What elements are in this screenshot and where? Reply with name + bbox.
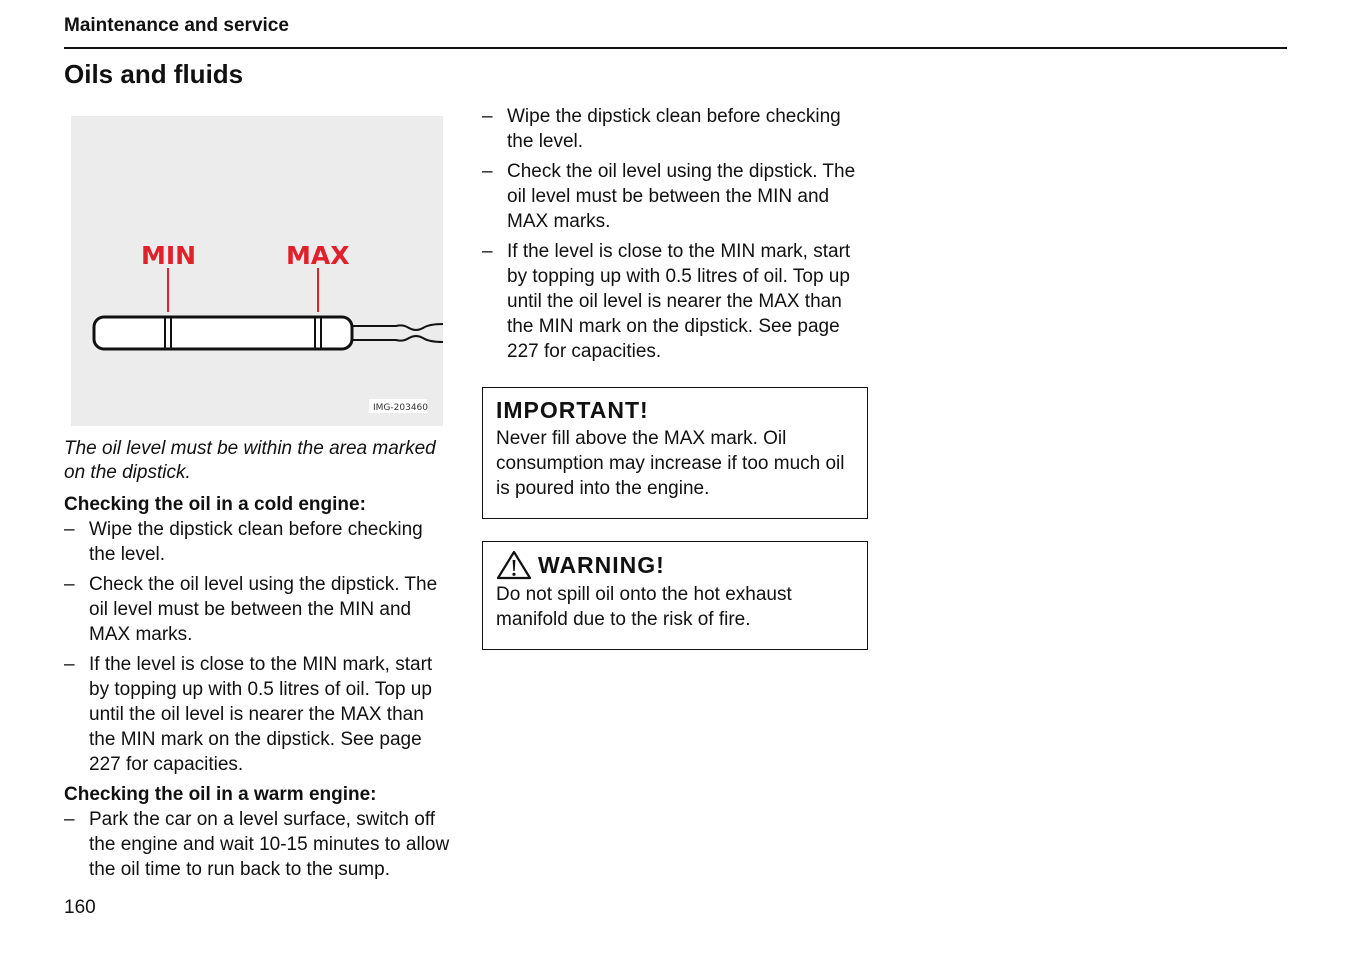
list-item: – If the level is close to the MIN mark, start by topping up with 0.5 litres of oil. Top up until the oil level is nearer the MAX than the MIN mark on the dipstick. See page 227 for capacities. xyxy=(482,239,872,364)
warning-triangle-icon xyxy=(496,550,532,580)
max-label: MAX xyxy=(286,241,350,270)
page-title: Oils and fluids xyxy=(64,59,244,89)
list-item: – Wipe the dipstick clean before checking the level. xyxy=(64,517,454,567)
dipstick-shape xyxy=(94,317,443,349)
cold-engine-steps xyxy=(64,517,454,777)
min-label: MIN xyxy=(141,241,197,270)
warm-engine-steps-part1 xyxy=(64,807,454,882)
warning-box xyxy=(482,541,868,650)
important-title: IMPORTANT! xyxy=(496,397,649,423)
left-column xyxy=(64,492,454,887)
list-item: – If the level is close to the MIN mark, start by topping up with 0.5 litres of oil. Top up until the oil level is nearer the MAX than the MIN mark on the dipstick. See page 227 for capacities. xyxy=(64,652,454,777)
warm-engine-steps-part2 xyxy=(482,104,872,364)
warm-engine-heading: Checking the oil in a warm engine: xyxy=(64,784,377,805)
section-header: Maintenance and service xyxy=(64,15,289,36)
image-code: IMG-203460 xyxy=(373,403,428,413)
dipstick-figure xyxy=(71,116,443,426)
list-item: – Check the oil level using the dipstick. The oil level must be between the MIN and MAX marks. xyxy=(64,572,454,647)
cold-engine-heading: Checking the oil in a cold engine: xyxy=(64,494,366,515)
page-number: 160 xyxy=(64,897,96,918)
right-column xyxy=(482,104,872,369)
list-item: – Wipe the dipstick clean before checking the level. xyxy=(482,104,872,154)
list-item: – Check the oil level using the dipstick. The oil level must be between the MIN and MAX marks. xyxy=(482,159,872,234)
important-text: Never fill above the MAX mark. Oil consumption may increase if too much oil is poured into the engine. xyxy=(496,428,845,499)
important-box xyxy=(482,387,868,519)
list-item: – Park the car on a level surface, switch off the engine and wait 10-15 minutes to allow the oil time to run back to the sump. xyxy=(64,807,454,882)
figure-caption: The oil level must be within the area marked on the dipstick. xyxy=(64,438,436,483)
header-divider xyxy=(64,47,1287,49)
warning-header xyxy=(496,550,854,580)
warning-text: Do not spill oil onto the hot exhaust manifold due to the risk of fire. xyxy=(496,584,792,630)
warning-title: WARNING! xyxy=(538,552,665,578)
dipstick-illustration xyxy=(71,116,443,426)
